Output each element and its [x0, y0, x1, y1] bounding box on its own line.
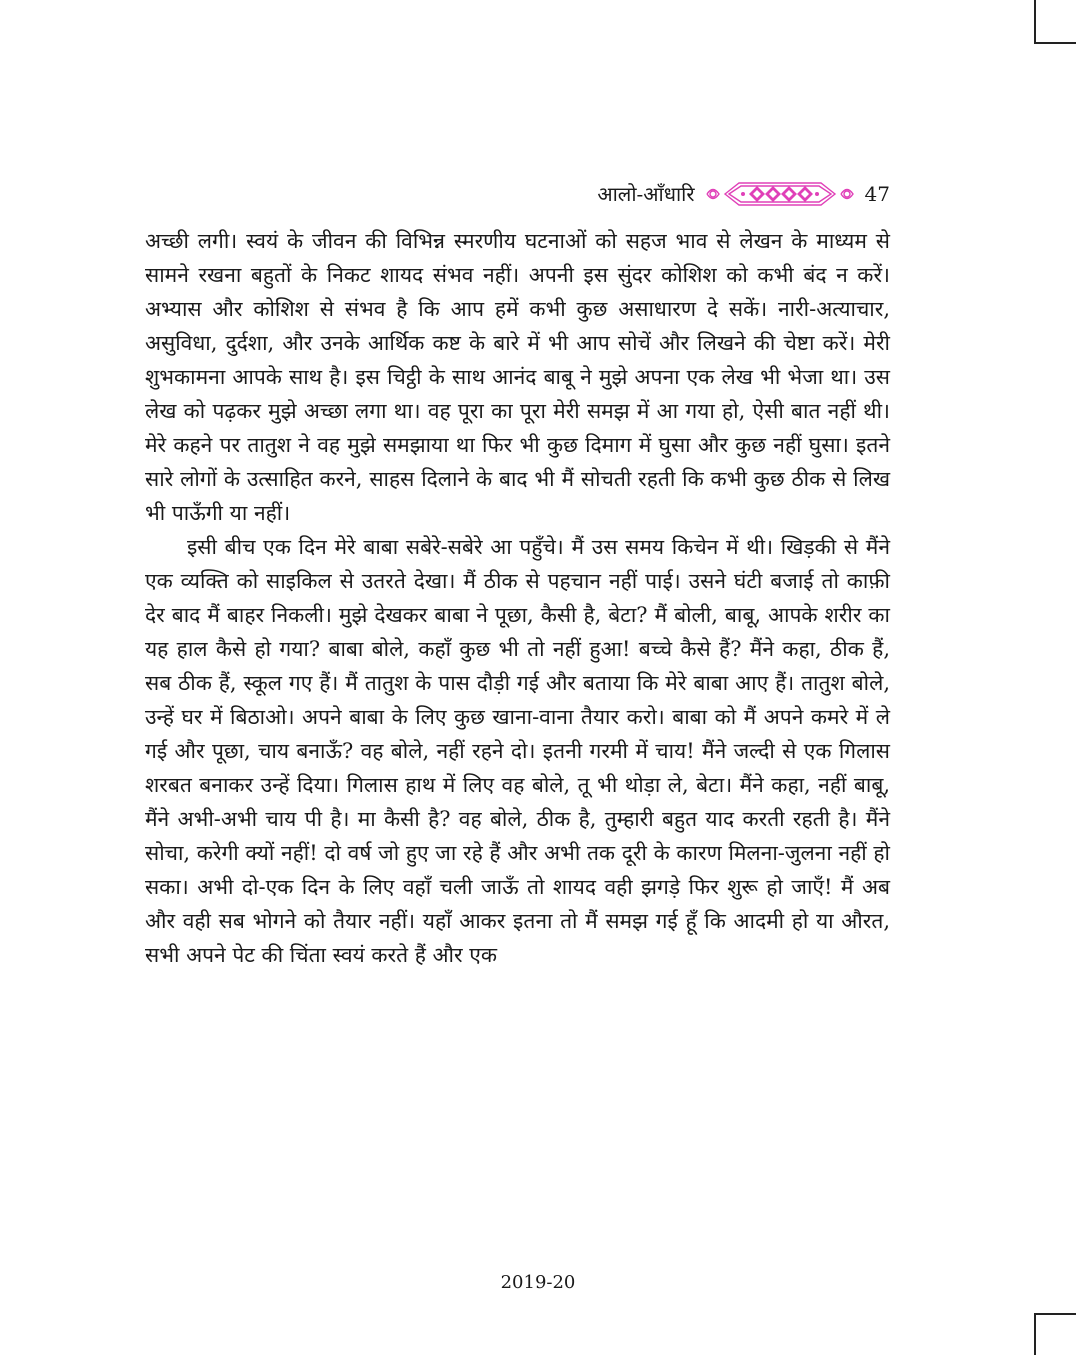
running-title: आलो-आँधारि [597, 182, 695, 206]
crop-mark-bottom-right-horizontal [1034, 1313, 1076, 1315]
crop-mark-top-right-horizontal [1034, 42, 1076, 44]
crop-mark-bottom-right-vertical [1034, 1313, 1036, 1355]
crop-mark-top-right-vertical [1034, 0, 1036, 44]
running-header [560, 176, 890, 212]
footer-year: 2019-20 [500, 1272, 576, 1293]
paragraph: इसी बीच एक दिन मेरे बाबा सबेरे-सबेरे आ पहुँचे। मैं उस समय किचेन में थी। खिड़की से मैंने एक व्यक्ति को साइकिल से उतरते देखा। मैं ठीक से पहचान नहीं पाई। उसने घंटी बजाई तो काफ़ी देर बाद मैं बाहर निकली। मुझे देखकर बाबा ने पूछा, कैसी है, बेटा? मैं बोली, बाबू, आपके शरीर का यह हाल कैसे हो गया? बाबा बोले, कहाँ कुछ भी तो नहीं हुआ! बच्चे कैसे हैं? मैंने कहा, ठीक हैं, सब ठीक हैं, स्कूल गए हैं। मैं तातुश के पास दौड़ी गई और बताया कि मेरे बाबा आए हैं। तातुश बोले, उन्हें घर में बिठाओ। अपने बाबा के लिए कुछ खाना-वाना तैयार करो। बाबा को मैं अपने कमरे में ले गई और पूछा, चाय बनाऊँ? वह बोले, नहीं रहने दो। इतनी गरमी में चाय! मैंने जल्दी से एक गिलास शरबत बनाकर उन्हें दिया। गिलास हाथ में लिए वह बोले, तू भी थोड़ा ले, बेटा। मैंने कहा, नहीं बाबू, मैंने अभी-अभी चाय पी है। मा कैसी है? वह बोले, ठीक है, तुम्हारी बहुत याद करती रहती है। मैंने सोचा, करेगी क्यों नहीं! दो वर्ष जो हुए जा रहे हैं और अभी तक दूरी के कारण मिलना-जुलना नहीं हो सका। अभी दो-एक दिन के लिए वहाँ चली जाऊँ तो शायद वही झगड़े फिर शुरू हो जाएँ! मैं अब और वही सब भोगने को तैयार नहीं। यहाँ आकर इतना तो मैं समझ गई हूँ कि आदमी हो या औरत, सभी अपने पेट की चिंता स्वयं करते हैं और एक [145, 535, 890, 967]
page-number: 47 [864, 182, 890, 206]
paragraph-continued: अच्छी लगी। स्वयं के जीवन की विभिन्न स्मरणीय घटनाओं को सहज भाव से लेखन के माध्यम से सामने रखना बहुतों के निकट शायद संभव नहीं। अपनी इस सुंदर कोशिश को कभी बंद न करें। अभ्यास और कोशिश से संभव है कि आप हमें कभी कुछ असाधारण दे सकें। नारी-अत्याचार, असुविधा, दुर्दशा, और उनके आर्थिक कष्ट के बारे में भी आप सोचें और लिखने की चेष्टा करें। मेरी शुभकामना आपके साथ है। इस चिट्ठी के साथ आनंद बाबू ने मुझे अपना एक लेख भी भेजा था। उस लेख को पढ़कर मुझे अच्छा लगा था। वह पूरा का पूरा मेरी समझ में आ गया हो, ऐसी बात नहीं थी। मेरे कहने पर तातुश ने वह मुझे समझाया था फिर भी कुछ दिमाग में घुसा और कुछ नहीं घुसा। इतने सारे लोगों के उत्साहित करने, साहस दिलाने के बाद भी मैं सोचती रहती कि कभी कुछ ठीक से लिख भी पाऊँगी या नहीं। [145, 229, 890, 525]
floral-diamond-ornament-icon [705, 177, 855, 211]
body-text [145, 224, 890, 972]
